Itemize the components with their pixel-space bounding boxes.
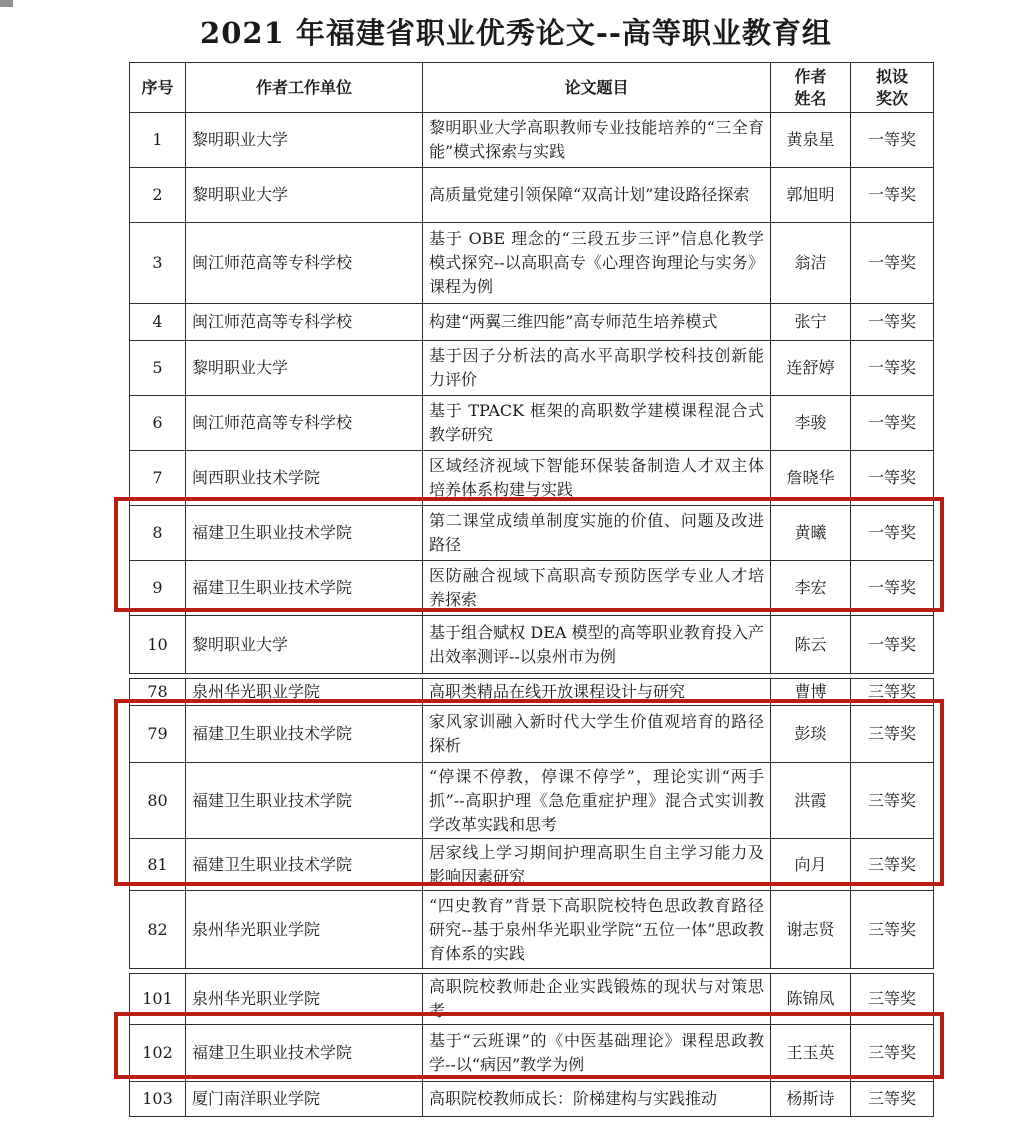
table-row xyxy=(130,113,934,168)
row-author: 张宁 xyxy=(771,304,851,341)
row-award: 一等奖 xyxy=(851,396,934,451)
page-title: 2021 年福建省职业优秀论文--高等职业教育组 xyxy=(200,16,832,50)
row-award: 一等奖 xyxy=(851,506,934,561)
table-row xyxy=(130,1025,934,1082)
table-row xyxy=(130,763,934,839)
row-unit: 福建卫生职业技术学院 xyxy=(186,1025,423,1082)
row-paper-title: 高质量党建引领保障“双高计划”建设路径探索 xyxy=(423,168,771,223)
row-award: 三等奖 xyxy=(851,679,934,706)
table-segment-2 xyxy=(129,678,934,969)
table-row xyxy=(130,168,934,223)
row-index: 9 xyxy=(130,561,186,616)
row-author: 杨斯诗 xyxy=(771,1082,851,1117)
row-award: 三等奖 xyxy=(851,1025,934,1082)
table-row xyxy=(130,223,934,304)
col-header-index: 序号 xyxy=(130,63,186,113)
row-index: 6 xyxy=(130,396,186,451)
row-paper-title: “停课不停教，停课不停学”，理论实训“两手抓”--高职护理《急危重症护理》混合式实训教学改革实践和思考 xyxy=(423,763,771,839)
row-unit: 闽江师范高等专科学校 xyxy=(186,304,423,341)
row-author: 陈云 xyxy=(771,616,851,674)
table-row xyxy=(130,679,934,706)
row-award: 三等奖 xyxy=(851,974,934,1025)
row-unit: 泉州华光职业学院 xyxy=(186,891,423,969)
table-row xyxy=(130,1082,934,1117)
row-unit: 闽西职业技术学院 xyxy=(186,451,423,506)
row-paper-title: 构建“两翼三维四能”高专师范生培养模式 xyxy=(423,304,771,341)
row-paper-title: 基于“云班课”的《中医基础理论》课程思政教学--以“病因”教学为例 xyxy=(423,1025,771,1082)
row-paper-title: 高职类精品在线开放课程设计与研究 xyxy=(423,679,771,706)
col-header-award-line1: 拟设 xyxy=(875,66,908,86)
row-unit: 泉州华光职业学院 xyxy=(186,679,423,706)
row-paper-title: 基于 OBE 理念的“三段五步三评”信息化教学模式探究--以高职高专《心理咨询理论与实务》课程为例 xyxy=(423,223,771,304)
row-author: 翁洁 xyxy=(771,223,851,304)
row-unit: 福建卫生职业技术学院 xyxy=(186,706,423,763)
row-index: 79 xyxy=(130,706,186,763)
row-unit: 泉州华光职业学院 xyxy=(186,974,423,1025)
row-author: 詹晓华 xyxy=(771,451,851,506)
row-paper-title: 医防融合视域下高职高专预防医学专业人才培养探索 xyxy=(423,561,771,616)
row-unit: 福建卫生职业技术学院 xyxy=(186,763,423,839)
row-award: 一等奖 xyxy=(851,113,934,168)
row-author: 谢志贤 xyxy=(771,891,851,969)
row-paper-title: 基于因子分析法的高水平高职学校科技创新能力评价 xyxy=(423,341,771,396)
table-row xyxy=(130,891,934,969)
row-award: 三等奖 xyxy=(851,706,934,763)
row-unit: 黎明职业大学 xyxy=(186,168,423,223)
row-index: 80 xyxy=(130,763,186,839)
row-author: 洪霞 xyxy=(771,763,851,839)
awards-table xyxy=(129,62,933,1117)
table-row xyxy=(130,974,934,1025)
table-row xyxy=(130,506,934,561)
row-paper-title: 高职院校教师成长：阶梯建构与实践推动 xyxy=(423,1082,771,1117)
row-author: 黄曦 xyxy=(771,506,851,561)
row-author: 李骏 xyxy=(771,396,851,451)
row-index: 81 xyxy=(130,839,186,891)
table-row xyxy=(130,304,934,341)
row-award: 三等奖 xyxy=(851,1082,934,1117)
table-segment-3 xyxy=(129,973,934,1117)
row-author: 王玉英 xyxy=(771,1025,851,1082)
row-unit: 厦门南洋职业学院 xyxy=(186,1082,423,1117)
row-author: 郭旭明 xyxy=(771,168,851,223)
row-award: 一等奖 xyxy=(851,223,934,304)
row-unit: 黎明职业大学 xyxy=(186,341,423,396)
row-unit: 福建卫生职业技术学院 xyxy=(186,839,423,891)
row-award: 三等奖 xyxy=(851,763,934,839)
table-row xyxy=(130,341,934,396)
row-author: 彭琰 xyxy=(771,706,851,763)
row-paper-title: 家风家训融入新时代大学生价值观培育的路径探析 xyxy=(423,706,771,763)
row-unit: 闽江师范高等专科学校 xyxy=(186,223,423,304)
table-row xyxy=(130,451,934,506)
col-header-author-line2: 姓名 xyxy=(794,88,827,108)
col-header-author-line1: 作者 xyxy=(794,66,827,86)
row-unit: 福建卫生职业技术学院 xyxy=(186,561,423,616)
row-index: 2 xyxy=(130,168,186,223)
row-award: 三等奖 xyxy=(851,891,934,969)
row-award: 三等奖 xyxy=(851,839,934,891)
row-index: 1 xyxy=(130,113,186,168)
row-author: 曹博 xyxy=(771,679,851,706)
col-header-award xyxy=(851,63,934,113)
table-row xyxy=(130,839,934,891)
row-index: 3 xyxy=(130,223,186,304)
row-index: 4 xyxy=(130,304,186,341)
row-author: 连舒婷 xyxy=(771,341,851,396)
row-index: 82 xyxy=(130,891,186,969)
row-paper-title: 第二课堂成绩单制度实施的价值、问题及改进路径 xyxy=(423,506,771,561)
row-award: 一等奖 xyxy=(851,616,934,674)
row-award: 一等奖 xyxy=(851,451,934,506)
row-award: 一等奖 xyxy=(851,168,934,223)
row-unit: 福建卫生职业技术学院 xyxy=(186,506,423,561)
row-index: 7 xyxy=(130,451,186,506)
row-paper-title: 基于组合赋权 DEA 模型的高等职业教育投入产出效率测评--以泉州市为例 xyxy=(423,616,771,674)
row-index: 10 xyxy=(130,616,186,674)
row-award: 一等奖 xyxy=(851,561,934,616)
row-paper-title: “四史教育”背景下高职院校特色思政教育路径研究--基于泉州华光职业学院“五位一体”思政教育体系的实践 xyxy=(423,891,771,969)
row-award: 一等奖 xyxy=(851,341,934,396)
row-index: 8 xyxy=(130,506,186,561)
row-award: 一等奖 xyxy=(851,304,934,341)
row-index: 102 xyxy=(130,1025,186,1082)
table-segment-1 xyxy=(129,62,934,674)
row-index: 5 xyxy=(130,341,186,396)
row-paper-title: 基于 TPACK 框架的高职数学建模课程混合式教学研究 xyxy=(423,396,771,451)
scan-corner-artifact xyxy=(0,0,13,7)
table-row xyxy=(130,396,934,451)
col-header-paper-title: 论文题目 xyxy=(423,63,771,113)
table-row xyxy=(130,706,934,763)
row-paper-title: 黎明职业大学高职教师专业技能培养的“三全育能”模式探索与实践 xyxy=(423,113,771,168)
row-paper-title: 区域经济视域下智能环保装备制造人才双主体培养体系构建与实践 xyxy=(423,451,771,506)
col-header-unit: 作者工作单位 xyxy=(186,63,423,113)
row-unit: 闽江师范高等专科学校 xyxy=(186,396,423,451)
table-row xyxy=(130,616,934,674)
row-paper-title: 高职院校教师赴企业实践锻炼的现状与对策思考 xyxy=(423,974,771,1025)
row-author: 向月 xyxy=(771,839,851,891)
row-index: 101 xyxy=(130,974,186,1025)
row-author: 李宏 xyxy=(771,561,851,616)
col-header-author xyxy=(771,63,851,113)
row-unit: 黎明职业大学 xyxy=(186,113,423,168)
row-index: 103 xyxy=(130,1082,186,1117)
row-index: 78 xyxy=(130,679,186,706)
col-header-award-line2: 奖次 xyxy=(875,88,908,108)
table-header-row xyxy=(130,63,934,113)
row-paper-title: 居家线上学习期间护理高职生自主学习能力及影响因素研究 xyxy=(423,839,771,891)
row-author: 黄泉星 xyxy=(771,113,851,168)
row-author: 陈锦凤 xyxy=(771,974,851,1025)
table-row xyxy=(130,561,934,616)
row-unit: 黎明职业大学 xyxy=(186,616,423,674)
